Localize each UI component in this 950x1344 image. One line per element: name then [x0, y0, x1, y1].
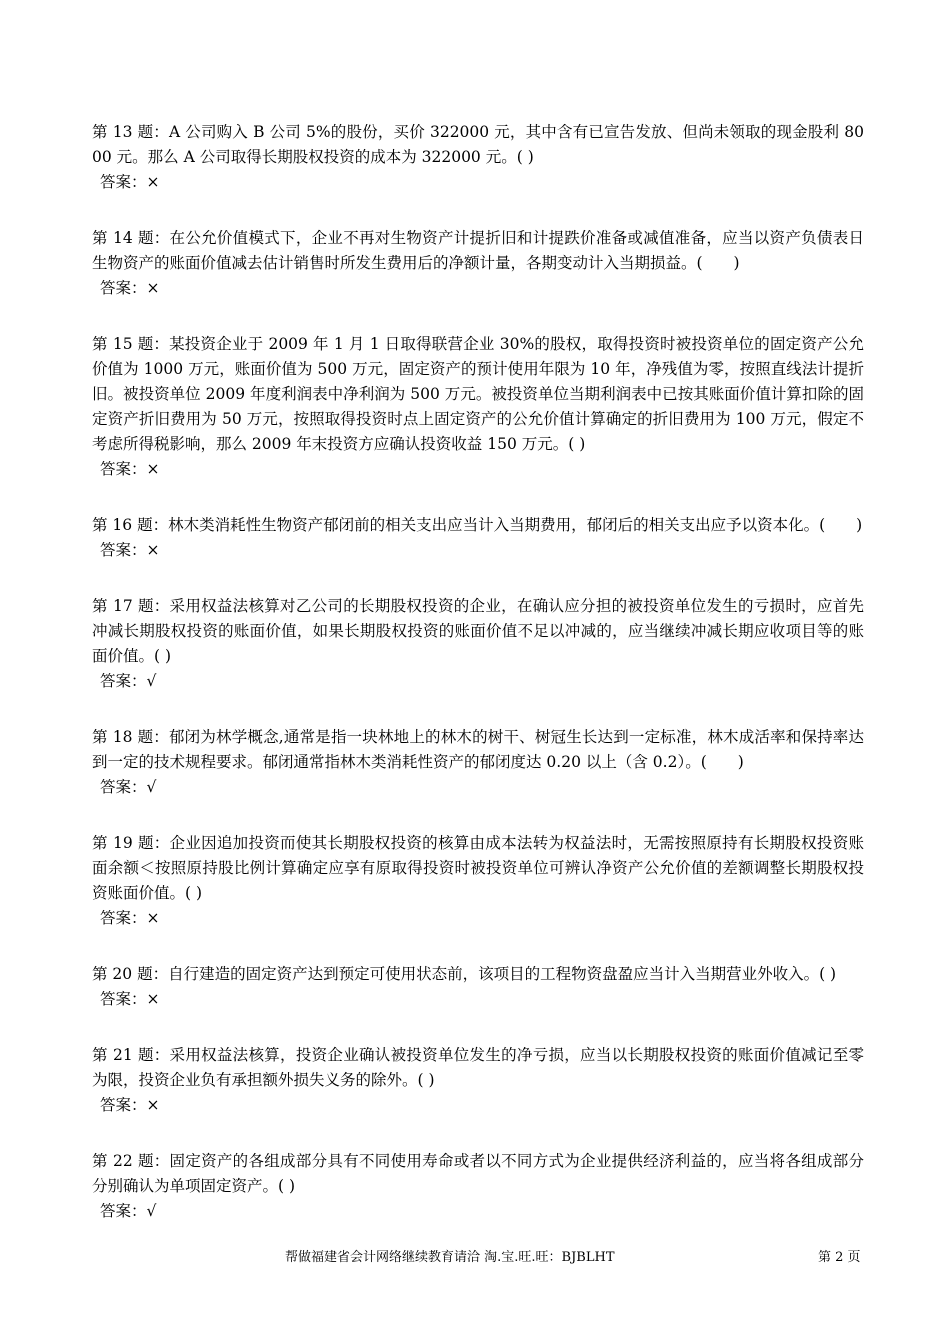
question-item — [92, 831, 864, 931]
question-list — [92, 120, 864, 1255]
question-item — [92, 226, 864, 301]
answer-text: 答案：× — [100, 1096, 160, 1114]
question-text: 第 15 题：某投资企业于 2009 年 1 月 1 日取得联营企业 30%的股权，取得投资时被投资单位的固定资产公允价值为 1000 万元，账面价值为 500 万元，固定资产的预计使用年限为 10 年，净残值为零，按照直线法计提折旧。被投资单位 2009 年度利润表中净利润为 500 万元。被投资单位当期利润表中已按其账面价值计算扣除的固定资产折旧费用为 50 万元，按照取得投资时点上固定资产的公允价值计算确定的折旧费用为 100 万元，假定不考虑所得税影响，那么 2009 年末投资方应确认投资收益 150 万元。( ) — [92, 335, 864, 453]
question-text: 第 16 题：林木类消耗性生物资产郁闭前的相关支出应当计入当期费用，郁闭后的相关支出应予以资本化。( ) — [92, 516, 863, 534]
question-text: 第 20 题：自行建造的固定资产达到预定可使用状态前，该项目的工程物资盘盈应当计入当期营业外收入。( ) — [92, 965, 837, 983]
question-item — [92, 513, 864, 563]
footer-note: 帮做福建省会计网络继续教育请洽 淘.宝.旺.旺：BJBLHT — [285, 1250, 615, 1265]
question-item — [92, 1043, 864, 1118]
question-item — [92, 725, 864, 800]
question-text: 第 22 题：固定资产的各组成部分具有不同使用寿命或者以不同方式为企业提供经济利益的，应当将各组成部分分别确认为单项固定资产。( ) — [92, 1152, 864, 1195]
answer-text: 答案：× — [100, 173, 160, 191]
answer-text: 答案：× — [100, 909, 160, 927]
answer-text: 答案：× — [100, 541, 160, 559]
question-text: 第 17 题：采用权益法核算对乙公司的长期股权投资的企业，在确认应分担的被投资单位发生的亏损时，应首先冲减长期股权投资的账面价值，如果长期股权投资的账面价值不足以冲减的，应当继续冲减长期应收项目等的账面价值。( ) — [92, 597, 864, 665]
answer-text: 答案：× — [100, 460, 160, 478]
answer-text: 答案：√ — [100, 672, 157, 690]
answer-text: 答案：√ — [100, 778, 157, 796]
answer-text: 答案：√ — [100, 1202, 157, 1220]
question-text: 第 14 题：在公允价值模式下，企业不再对生物资产计提折旧和计提跌价准备或减值准备，应当以资产负债表日生物资产的账面价值减去估计销售时所发生费用后的净额计量，各期变动计入当期损益。( ) — [92, 229, 864, 272]
question-item — [92, 594, 864, 694]
question-item — [92, 1149, 864, 1224]
question-text: 第 18 题：郁闭为林学概念,通常是指一块林地上的林木的树干、树冠生长达到一定标准，林木成活率和保持率达到一定的技术规程要求。郁闭通常指林木类消耗性资产的郁闭度达 0.20 以上（含 0.2）。( ) — [92, 728, 864, 771]
question-text: 第 13 题：A 公司购入 B 公司 5%的股份，买价 322000 元，其中含有已宣告发放、但尚未领取的现金股利 8000 元。那么 A 公司取得长期股权投资的成本为 322000 元。( ) — [92, 123, 864, 166]
question-text: 第 19 题：企业因追加投资而使其长期股权投资的核算由成本法转为权益法时，无需按照原持有长期股权投资账面余额＜按照原持股比例计算确定应享有原取得投资时被投资单位可辨认净资产公允价值的差额调整长期股权投资账面价值。( ) — [92, 834, 864, 902]
question-item — [92, 332, 864, 482]
question-item — [92, 962, 864, 1012]
answer-text: 答案：× — [100, 279, 160, 297]
question-item — [92, 120, 864, 195]
page-number: 第 2 页 — [818, 1250, 861, 1265]
answer-text: 答案：× — [100, 990, 160, 1008]
question-text: 第 21 题：采用权益法核算，投资企业确认被投资单位发生的净亏损，应当以长期股权投资的账面价值减记至零为限，投资企业负有承担额外损失义务的除外。( ) — [92, 1046, 864, 1089]
